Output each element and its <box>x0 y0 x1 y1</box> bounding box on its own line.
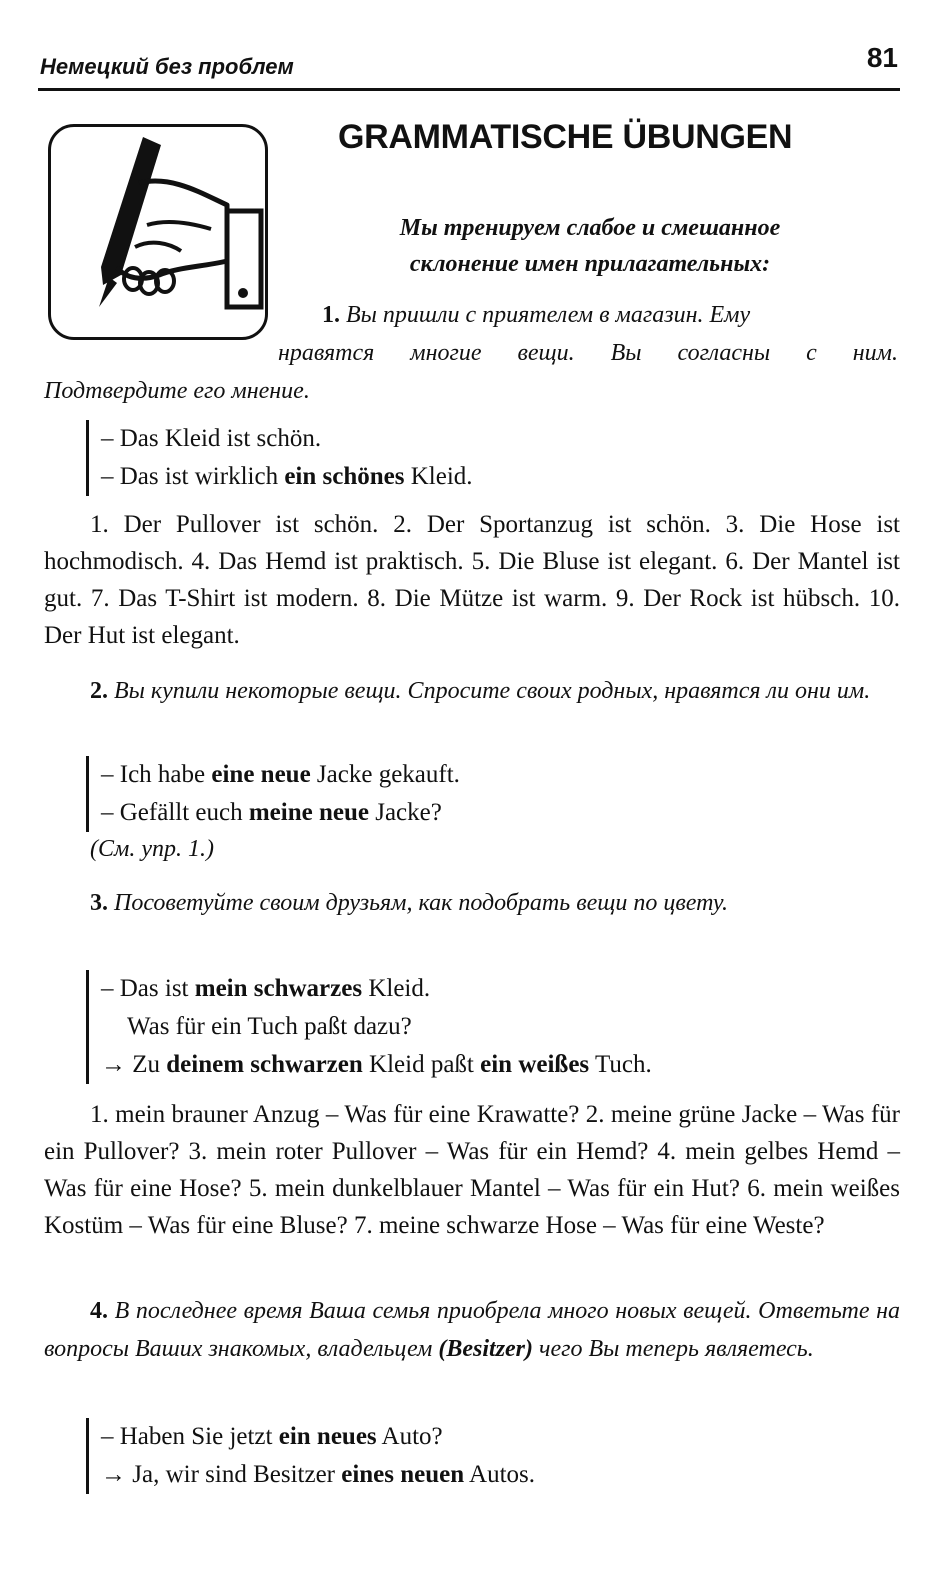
section-subtitle: Мы тренируем слабое и смешанное склонение имен прилагательных: <box>399 215 781 277</box>
ex3-intro: 3. Посоветуйте своим друзьям, как подобрать вещи по цвету. <box>90 890 729 916</box>
hand-writing-icon <box>48 124 268 340</box>
ex2-example: – Ich habe eine neue Jacke gekauft. – Gefällt euch meine neue Jacke? <box>86 756 460 832</box>
section-title: GRAMMATISCHE ÜBUNGEN <box>338 118 793 156</box>
ex4-example: – Haben Sie jetzt ein neues Auto? → Ja, wir sind Besitzer eines neuen Autos. <box>86 1418 535 1494</box>
ex3-example: – Das ist mein schwarzes Kleid. Was für ein Tuch paßt dazu? → Zu deinem schwarzen Kleid paßt ein weißes Tuch. <box>86 970 652 1084</box>
ex4-intro: 4. В последнее время Ваша семья приобрела много новых вещей. Ответьте на вопросы Ваших знакомых, владельцем (Besitzer) чего Вы теперь являетесь. <box>44 1298 901 1362</box>
ex1-items: 1. Der Pullover ist schön. 2. Der Sportanzug ist schön. 3. Die Hose ist hochmodisch. 4. Das Hemd ist praktisch. 5. Die Bluse ist elegant. 6. Der Mantel ist gut. 7. Das T-Shirt ist modern. 8. Die Mütze ist warm. 9. Der Rock ist hübsch. 10. Der Hut ist elegant. <box>44 511 900 649</box>
hand-writing-pen-icon <box>51 127 265 337</box>
ex1-intro-line3: Подтвердите его мнение. <box>44 378 310 404</box>
page-header <box>38 38 900 91</box>
ex1-example: – Das Kleid ist schön. – Das ist wirklich ein schönes Kleid. <box>86 420 473 496</box>
page-number: 81 <box>866 42 898 73</box>
ex1-intro-line2: нравятся многие вещи. Вы согласны с ним. <box>278 340 898 366</box>
ex2-reference: (См. упр. 1.) <box>90 836 214 862</box>
ex3-items: 1. mein brauner Anzug – Was für eine Krawatte? 2. meine grüne Jacke – Was für ein Pullover? 3. mein roter Pullover – Was für ein Hemd? 4. mein gelbes Hemd – Was für eine Hose? 5. mein dunkelblauer Mantel – Was für ein Hut? 6. mein weißes Kostüm – Was für eine Bluse? 7. meine schwarze Hose – Was für eine Weste? <box>44 1101 900 1239</box>
ex3-number: 3. <box>90 890 108 916</box>
ex1-number: 1. <box>322 302 340 328</box>
ex4-number: 4. <box>90 1298 108 1324</box>
ex2-number: 2. <box>90 678 108 704</box>
ex2-intro: 2. Вы купили некоторые вещи. Спросите своих родных, нравятся ли они им. <box>90 678 871 704</box>
book-title: Немецкий без проблем <box>40 54 294 79</box>
ex1-intro-line1: 1. Вы пришли с приятелем в магазин. Ему <box>322 302 751 328</box>
